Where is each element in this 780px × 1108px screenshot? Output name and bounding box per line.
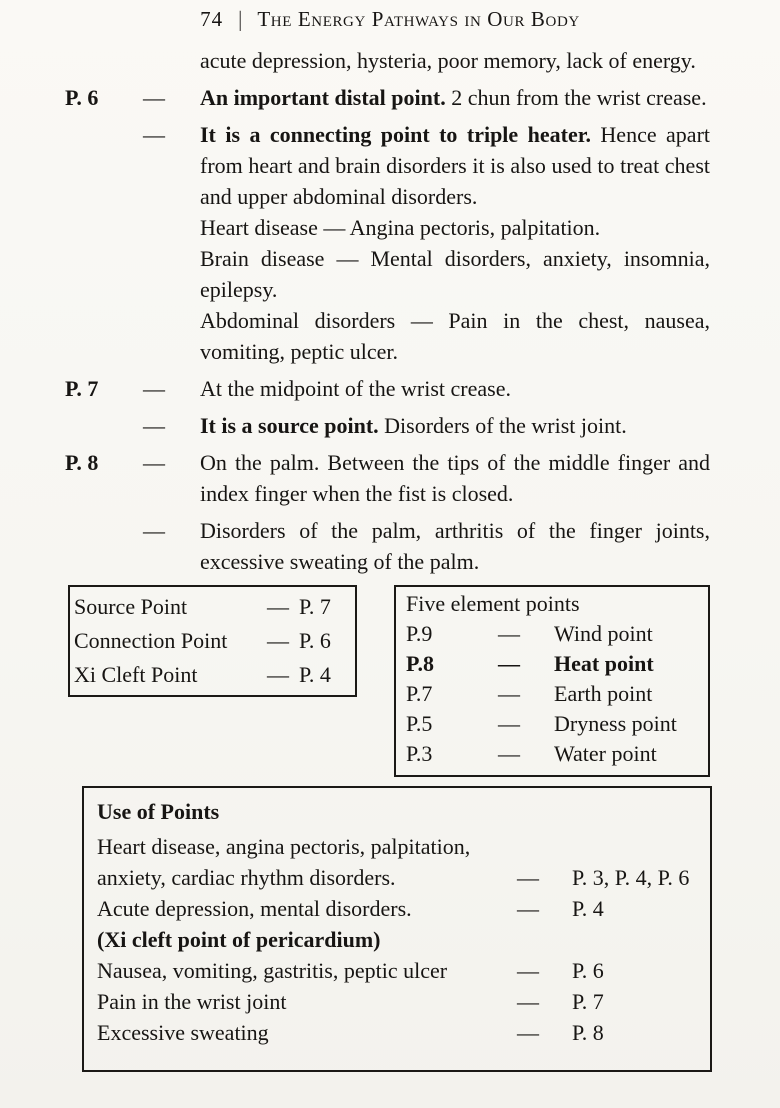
indication-point-ref	[572, 831, 702, 862]
entry-text: Disorders of the wrist joint.	[384, 413, 627, 438]
point-label	[65, 515, 143, 577]
entry-text: Disorders of the palm, arthritis of the finger joints, excessive sweating of the palm.	[200, 518, 710, 574]
five-element-title: Five element points	[406, 591, 580, 616]
source-term: Source Point	[74, 594, 188, 619]
element-dash: —	[498, 621, 521, 646]
entry-text-block	[200, 373, 710, 404]
use-of-points-title: Use of Points	[97, 799, 220, 824]
page-body	[0, 45, 780, 1072]
indication-dash: —	[517, 1020, 539, 1045]
element-name: Earth point	[554, 681, 653, 706]
indication-dash	[517, 831, 572, 862]
indication-point-ref: P. 6	[572, 958, 604, 983]
source-point-ref: P. 6	[299, 628, 331, 653]
point-label	[65, 410, 143, 441]
use-of-points-row	[97, 955, 702, 986]
entry-dash: —	[143, 413, 165, 438]
source-point-ref: P. 7	[299, 594, 331, 619]
element-dash: —	[498, 741, 521, 766]
entry-subline: Brain disease — Mental disorders, anxiety, insomnia, epilepsy.	[200, 246, 710, 302]
five-element-row	[406, 679, 702, 709]
element-dash: —	[498, 681, 521, 706]
point-entry	[65, 45, 710, 76]
element-point-label: P.8	[406, 651, 434, 676]
header-separator: |	[238, 6, 243, 32]
five-element-row	[406, 739, 702, 769]
point-label	[65, 119, 143, 367]
indication-dash: —	[517, 989, 539, 1014]
source-point-ref: P. 4	[299, 662, 331, 687]
point-label: P. 8	[65, 450, 99, 475]
entry-text: Hence apart from heart and brain disorders it is also used to treat chest and upper abdominal disorders.	[200, 122, 711, 209]
element-dash: —	[498, 651, 521, 676]
page-number: 74	[200, 7, 224, 31]
five-element-row	[406, 649, 702, 679]
point-entries	[65, 45, 710, 577]
element-name: Wind point	[554, 621, 653, 646]
book-title: The Energy Pathways in Our Body	[257, 7, 580, 31]
source-dash: —	[267, 662, 290, 687]
indication-point-ref: P. 7	[572, 989, 604, 1014]
entry-subline: Heart disease — Angina pectoris, palpitation.	[200, 215, 601, 240]
point-label: P. 7	[65, 376, 99, 401]
source-dash: —	[267, 594, 290, 619]
summary-boxes-row	[68, 585, 710, 777]
indication-dash: —	[517, 958, 539, 983]
source-dash: —	[267, 628, 290, 653]
element-name: Water point	[554, 741, 657, 766]
five-element-row	[406, 619, 702, 649]
element-name: Heat point	[554, 651, 654, 676]
entry-dash	[143, 45, 200, 76]
source-point-box	[68, 585, 357, 697]
entry-lead-bold: An important distal point.	[200, 85, 446, 110]
point-label: P. 6	[65, 85, 99, 110]
five-element-rows	[406, 619, 702, 769]
source-term: Xi Cleft Point	[74, 662, 198, 687]
point-entry	[65, 119, 710, 367]
entry-text: At the midpoint of the wrist crease.	[200, 376, 511, 401]
element-point-label: P.7	[406, 681, 433, 706]
element-point-label: P.3	[406, 741, 433, 766]
indication-text: (Xi cleft point of pericardium)	[97, 927, 381, 952]
indication-point-ref: P. 8	[572, 1020, 604, 1045]
source-box-row	[74, 590, 351, 624]
use-of-points-row	[97, 893, 702, 924]
entry-dash: —	[143, 122, 165, 147]
entry-sublines	[200, 212, 710, 367]
source-box-row	[74, 624, 351, 658]
element-dash: —	[498, 711, 521, 736]
entry-text: On the palm. Between the tips of the middle finger and index finger when the fist is closed.	[200, 450, 710, 506]
point-entry	[65, 373, 710, 404]
use-of-points-row	[97, 924, 702, 955]
indication-dash: —	[517, 896, 539, 921]
use-of-points-row	[97, 831, 702, 862]
indication-text: Pain in the wrist joint	[97, 989, 287, 1014]
element-point-label: P.9	[406, 621, 433, 646]
page-header	[0, 0, 780, 34]
entry-text-block	[200, 410, 710, 441]
indication-point-ref: P. 4	[572, 896, 604, 921]
indication-dash: —	[517, 865, 539, 890]
element-point-label: P.5	[406, 711, 433, 736]
point-entry	[65, 82, 710, 113]
indication-point-ref	[572, 924, 702, 955]
five-element-row	[406, 709, 702, 739]
entry-text: 2 chun from the wrist crease.	[451, 85, 707, 110]
source-box-row	[74, 658, 351, 692]
indication-text: anxiety, cardiac rhythm disorders.	[97, 865, 396, 890]
entry-text-block	[200, 82, 710, 113]
indication-text: Heart disease, angina pectoris, palpitation,	[97, 834, 471, 859]
point-entry	[65, 410, 710, 441]
use-of-points-row	[97, 1017, 702, 1048]
use-of-points-box	[82, 786, 712, 1072]
entry-lead-bold: It is a source point.	[200, 413, 379, 438]
element-name: Dryness point	[554, 711, 677, 736]
point-label	[65, 45, 143, 76]
entry-text-block	[200, 447, 710, 509]
entry-dash: —	[143, 518, 165, 543]
point-entry	[65, 447, 710, 509]
entry-dash: —	[143, 450, 165, 475]
entry-text: acute depression, hysteria, poor memory, lack of energy.	[200, 48, 696, 73]
source-term: Connection Point	[74, 628, 228, 653]
entry-text-block	[200, 119, 710, 367]
indication-point-ref: P. 3, P. 4, P. 6	[572, 865, 690, 890]
use-of-points-row	[97, 862, 702, 893]
use-of-points-row	[97, 986, 702, 1017]
indication-text: Nausea, vomiting, gastritis, peptic ulcer	[97, 958, 448, 983]
entry-lead-bold: It is a connecting point to triple heater.	[200, 122, 591, 147]
use-of-points-rows	[97, 831, 702, 1048]
entry-dash: —	[143, 376, 165, 401]
entry-text-block	[200, 515, 710, 577]
point-entry	[65, 515, 710, 577]
entry-subline: Abdominal disorders — Pain in the chest, nausea, vomiting, peptic ulcer.	[200, 308, 710, 364]
five-element-points-box	[394, 585, 710, 777]
entry-dash: —	[143, 85, 165, 110]
indication-text: Acute depression, mental disorders.	[97, 896, 412, 921]
indication-text: Excessive sweating	[97, 1020, 269, 1045]
entry-text-block	[200, 45, 710, 76]
indication-dash	[517, 924, 572, 955]
